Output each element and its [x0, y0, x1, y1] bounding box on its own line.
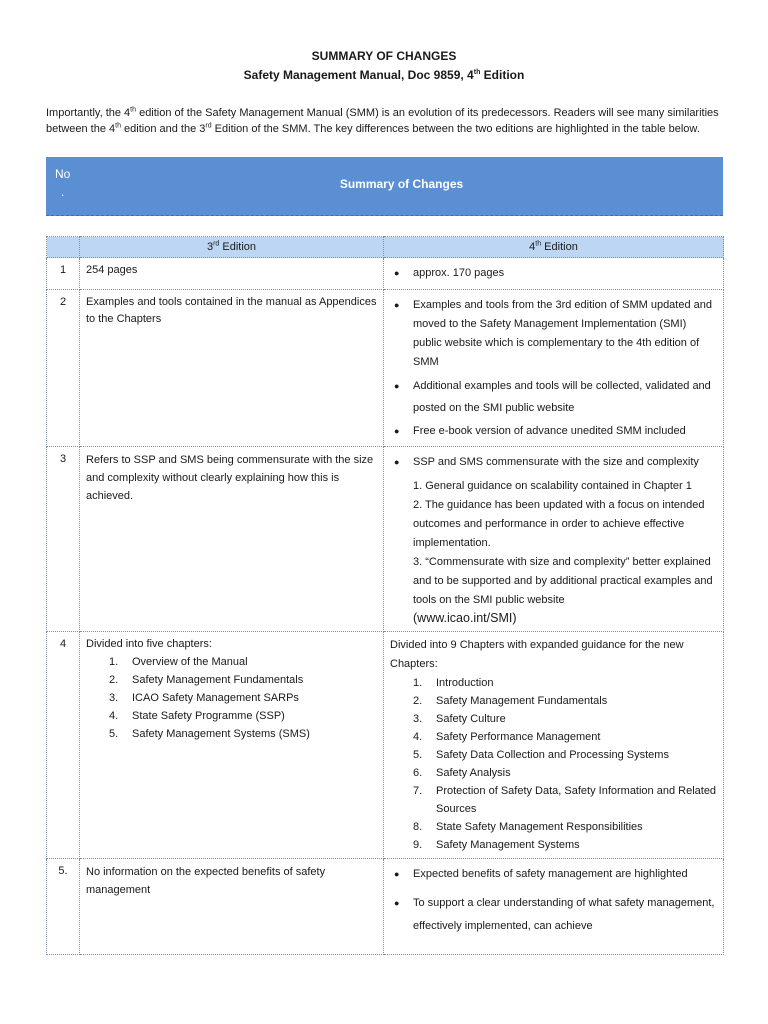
row-number: 1: [47, 258, 80, 290]
scalability-point: 2. The guidance has been updated with a focus on intended outcomes and performance in order to achieve effective implementation.: [413, 499, 705, 550]
list-item: 8. State Safety Management Responsibilities: [413, 821, 643, 834]
scalability-point: 1. General guidance on scalability contained in Chapter 1: [413, 480, 692, 493]
list-item: ● Expected benefits of safety management are highlighted: [390, 866, 717, 883]
row-number: 2: [47, 290, 80, 447]
list-item: 6. Safety Analysis: [413, 767, 511, 780]
new-chapter-list: [390, 674, 717, 854]
header-cell-3rd-edition: 3rd Edition: [80, 237, 384, 258]
document-subtitle: Safety Management Manual, Doc 9859, 4th Edition: [243, 68, 525, 82]
list-item: 7. Protection of Safety Data, Safety Information and Related Sources: [413, 785, 717, 816]
chapters-intro: Divided into five chapters:: [86, 638, 212, 651]
list-item: 5. Safety Data Collection and Processing Systems: [413, 749, 669, 762]
table-row: [47, 447, 724, 632]
list-item: ● Free e-book version of advance unedited SMM included: [390, 421, 717, 441]
changes-table: [46, 236, 724, 955]
summary-banner: [46, 157, 723, 216]
list-item: 9. Safety Management Systems: [413, 839, 580, 852]
list-item: 3. ICAO Safety Management SARPs: [109, 692, 299, 705]
header-cell-no: [47, 237, 80, 258]
row-3rd-edition-cell: No information on the expected benefits of safety management: [80, 859, 384, 955]
list-item: 1. Introduction: [413, 677, 494, 690]
chapters-intro: Divided into 9 Chapters with expanded guidance for the new Chapters:: [390, 639, 684, 671]
intro-paragraph: Importantly, the 4th edition of the Safety Management Manual (SMM) is an evolution of its predecessors. Readers will see many similarities between the 4th edition and the 3rd Edition of the SMM. The key differences between the two editions are highlighted in the table below.: [46, 106, 719, 135]
row-number: 3: [47, 447, 80, 632]
row-3rd-edition-cell: [80, 632, 384, 859]
row-4th-edition-cell: [384, 447, 724, 632]
list-item: ● Additional examples and tools will be collected, validated and posted on the SMI public website: [390, 375, 717, 419]
row-number: 4: [47, 632, 80, 859]
list-item: 4. State Safety Programme (SSP): [109, 710, 285, 723]
row-3rd-edition-cell: 254 pages: [80, 258, 384, 290]
table-row: [47, 859, 724, 955]
row-4th-edition-cell: [384, 632, 724, 859]
banner-caption: Summary of Changes: [339, 177, 464, 192]
row-4th-edition-cell: [384, 258, 724, 290]
row-4th-edition-cell: [384, 859, 724, 955]
list-item: 2. Safety Management Fundamentals: [109, 674, 304, 687]
table-header-row: [47, 237, 724, 258]
table-row: [47, 290, 724, 447]
header-cell-4th-edition: 4th Edition: [384, 237, 724, 258]
table-row: [47, 258, 724, 290]
list-item: ● SSP and SMS commensurate with the size and complexity: [390, 454, 717, 471]
smi-website-link[interactable]: (www.icao.int/SMI): [413, 611, 517, 626]
list-item: 3. Safety Culture: [413, 713, 506, 726]
row-3rd-edition-cell: Examples and tools contained in the manual as Appendices to the Chapters: [80, 290, 384, 447]
list-item: 1. Overview of the Manual: [109, 656, 248, 669]
list-item: ● To support a clear understanding of what safety management, effectively implemented, can achieve: [390, 892, 717, 938]
list-item: 5. Safety Management Systems (SMS): [109, 728, 310, 741]
list-item: ● Examples and tools from the 3rd edition of SMM updated and moved to the Safety Management Implementation (SMI) public website which is complementary to the 4th edition of SMM: [390, 296, 717, 372]
scalability-point: 3. “Commensurate with size and complexity” better explained and to be supported and by additional practical examples and tools on the SMI public website: [413, 556, 713, 607]
banner-no-label: No: [55, 167, 71, 182]
row-3rd-edition-cell: Refers to SSP and SMS being commensurate with the size and complexity without clearly explaining how this is achieved.: [80, 447, 384, 632]
row-4th-edition-cell: [384, 290, 724, 447]
list-item: 2. Safety Management Fundamentals: [413, 695, 608, 708]
row-number: 5.: [47, 859, 80, 955]
list-item: ● approx. 170 pages: [390, 265, 717, 282]
table-row: [47, 632, 724, 859]
list-item: 4. Safety Performance Management: [413, 731, 601, 744]
old-chapter-list: [86, 653, 377, 743]
document-title: SUMMARY OF CHANGES: [311, 49, 457, 63]
banner-no-dot: .: [61, 185, 65, 200]
